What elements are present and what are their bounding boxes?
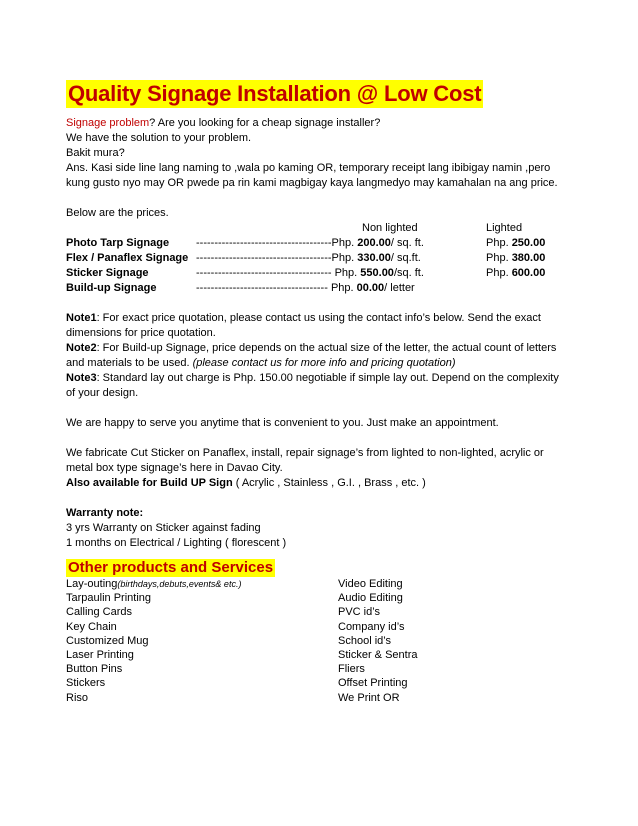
list-item: Key Chain (66, 620, 117, 633)
other-products-heading: Other products and Services (68, 559, 274, 576)
intro-line-3: Bakit mura? (66, 147, 125, 159)
list-item: PVC id’s (338, 606, 380, 619)
list-item: Video Editing (338, 578, 403, 590)
warranty-line-1: 3 yrs Warranty on Sticker against fading (66, 522, 261, 534)
price-row: Photo Tarp Signage -------------------------------------Php. 200.00/ sq. ft. Php. 250.00 (66, 237, 546, 249)
fabricate-text: We fabricate Cut Sticker on Panaflex, install, repair signage’s from lighted to non-lighted, acrylic or metal box type signage’s here in Davao City. (66, 447, 544, 474)
non-lighted-header: Non lighted (362, 222, 418, 234)
happy-text: We are happy to serve you anytime that is convenient to you. Just make an appointment. (66, 417, 499, 429)
price-row: Build-up Signage ------------------------------------ Php. 00.00/ letter (66, 282, 415, 294)
warranty-line-2: 1 months on Electrical / Lighting ( florescent ) (66, 537, 287, 549)
list-item: Laser Printing (66, 649, 134, 662)
list-item: Company id’s (338, 620, 405, 633)
list-item: Tarpaulin Printing (66, 592, 151, 605)
lighted-price: Php. 250.00 (486, 237, 546, 249)
list-item: Lay-outing(birthdays,debuts,events& etc.) (66, 578, 242, 590)
intro-line-1: Signage problem? Are you looking for a cheap signage installer? (66, 117, 381, 129)
price-row-name: Flex / Panaflex Signage (66, 252, 189, 264)
lighted-header: Lighted (486, 222, 523, 234)
list-item: Audio Editing (338, 592, 403, 605)
warranty-heading: Warranty note: (66, 507, 144, 519)
services-left-column (66, 577, 241, 705)
note-3: Note3: Standard lay out charge is Php. 150.00 negotiable if simple lay out. Depend on the complexity of your design. (66, 372, 559, 399)
list-item: Sticker & Sentra (338, 649, 418, 662)
document-page (66, 80, 566, 705)
list-item: School id’s (338, 634, 391, 647)
price-table-header (66, 221, 566, 236)
price-row: Sticker Signage ------------------------------------- Php. 550.00/sq. ft. Php. 600.00 (66, 267, 546, 279)
lighted-price: Php. 600.00 (486, 267, 546, 279)
price-row: Flex / Panaflex Signage -------------------------------------Php. 330.00/ sq.ft. Php. 380.00 (66, 252, 546, 264)
list-item: Button Pins (66, 663, 123, 676)
also-available: Also available for Build UP Sign ( Acrylic , Stainless , G.I. , Brass , etc. ) (66, 477, 426, 489)
lighted-price: Php. 380.00 (486, 252, 546, 264)
list-item: We Print OR (338, 691, 400, 704)
price-table (66, 236, 566, 296)
signage-problem-label: Signage problem (66, 117, 150, 129)
intro-line-2: We have the solution to your problem. (66, 132, 252, 144)
price-row-name: Sticker Signage (66, 267, 149, 279)
list-item: Customized Mug (66, 634, 149, 647)
list-item: Stickers (66, 677, 106, 690)
services-list (66, 577, 566, 705)
list-item: Riso (66, 691, 89, 704)
prices-intro: Below are the prices. (66, 207, 169, 219)
list-item: Fliers (338, 663, 365, 676)
price-row-name: Build-up Signage (66, 282, 157, 294)
page-title: Quality Signage Installation @ Low Cost (68, 81, 482, 106)
list-item: Offset Printing (338, 677, 408, 690)
price-row-name: Photo Tarp Signage (66, 237, 170, 249)
intro-answer: Ans. Kasi side line lang naming to ,wala po kaming OR, temporary receipt lang ibibigay namin ,pero kung gusto nyo may OR pwede pa rin kami magbigay kaya langmedyo may kamahalan na ang price. (66, 162, 558, 189)
note-1: Note1: For exact price quotation, please contact us using the contact info’s below. Send the exact dimensions for price quotation. (66, 312, 541, 339)
list-item: Calling Cards (66, 606, 133, 619)
note-2: Note2: For Build-up Signage, price depends on the actual size of the letter, the actual count of letters and materials to be used. (please contact us for more info and pricing quotation) (66, 342, 557, 369)
services-right-column (338, 577, 417, 705)
